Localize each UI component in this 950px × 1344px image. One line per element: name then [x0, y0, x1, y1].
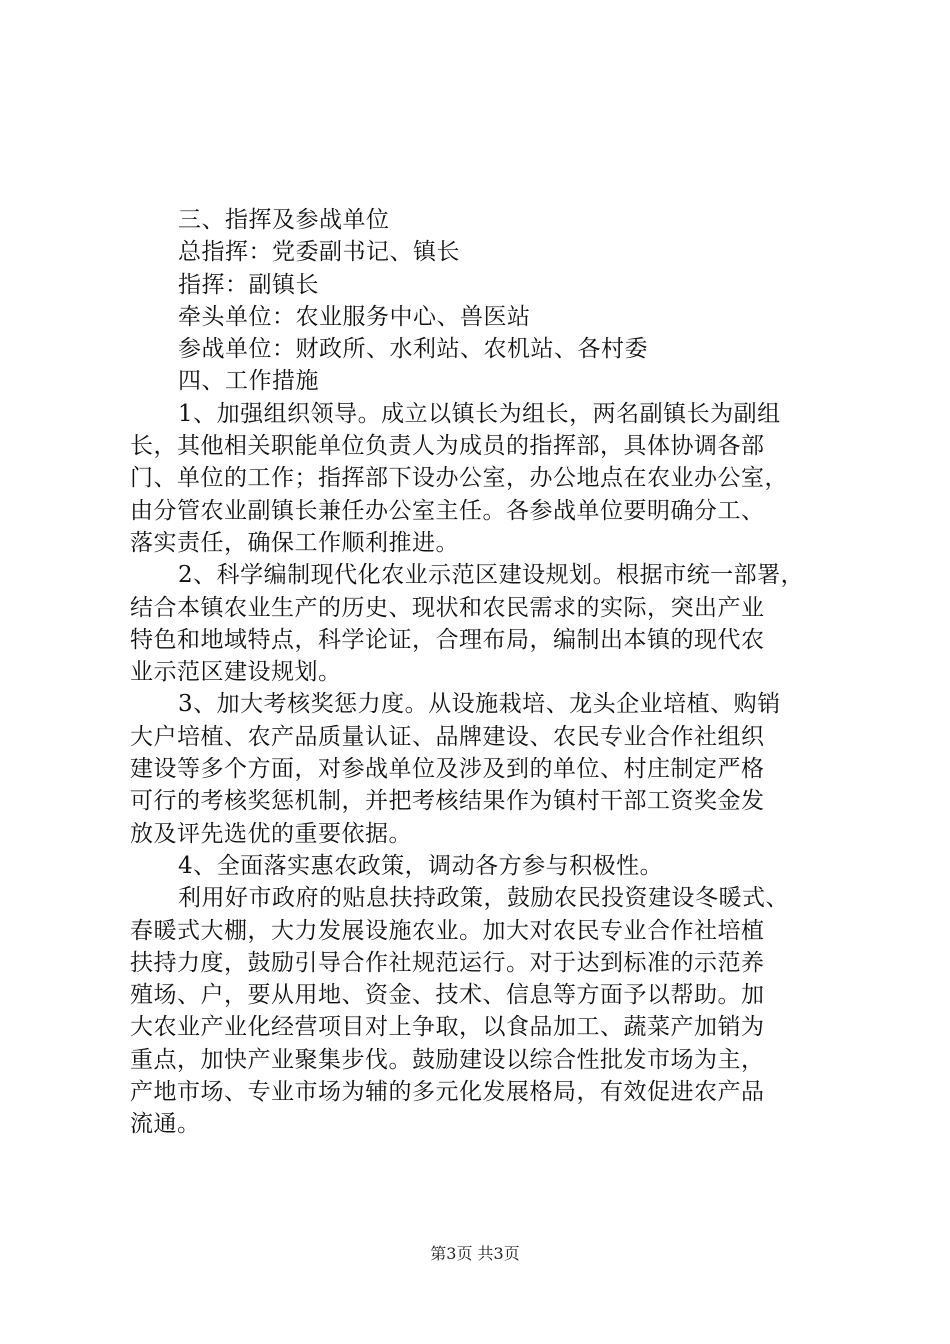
document-body — [130, 204, 830, 1141]
text-line: 参战单位：财政所、水利站、农机站、各村委 — [178, 336, 648, 363]
text-line: 产地市场、专业市场为辅的多元化发展格局，有效促进农产品 — [130, 1079, 765, 1106]
text-line: 利用好市政府的贴息扶持政策，鼓励农民投资建设冬暖式、 — [178, 885, 789, 912]
text-line: 门、单位的工作；指挥部下设办公室，办公地点在农业办公室， — [130, 465, 788, 492]
text-line: 长，其他相关职能单位负责人为成员的指挥部，具体协调各部 — [130, 433, 765, 460]
text-line: 扶持力度，鼓励引导合作社规范运行。对于达到标准的示范养 — [130, 949, 765, 976]
text-line: 大户培植、农产品质量认证、品牌建设、农民专业合作社组织 — [130, 723, 765, 750]
text-line: 牵头单位：农业服务中心、兽医站 — [178, 303, 531, 330]
text-line: 四、工作措施 — [178, 368, 319, 395]
text-line: 流通。 — [130, 1111, 201, 1138]
text-line: 结合本镇农业生产的历史、现状和农民需求的实际，突出产业 — [130, 594, 765, 621]
text-line: 落实责任，确保工作顺利推进。 — [130, 529, 459, 556]
text-line: 由分管农业副镇长兼任办公室主任。各参战单位要明确分工、 — [130, 497, 765, 524]
text-line: 4、全面落实惠农政策，调动各方参与积极性。 — [178, 852, 664, 879]
text-line: 3、加大考核奖惩力度。从设施栽培、龙头企业培植、购销 — [178, 691, 781, 718]
text-line: 大农业产业化经营项目对上争取，以食品加工、蔬菜产加销为 — [130, 1014, 765, 1041]
text-line: 重点，加快产业聚集步伐。鼓励建设以综合性批发市场为主， — [130, 1046, 765, 1073]
text-line: 1、加强组织领导。成立以镇长为组长，两名副镇长为副组 — [178, 400, 781, 427]
text-line: 业示范区建设规划。 — [130, 659, 342, 686]
text-line: 特色和地域特点，科学论证，合理布局，编制出本镇的现代农 — [130, 626, 765, 653]
text-line: 春暖式大棚，大力发展设施农业。加大对农民专业合作社培植 — [130, 917, 765, 944]
text-line: 三、指挥及参战单位 — [178, 207, 390, 233]
text-line: 建设等多个方面，对参战单位及涉及到的单位、村庄制定严格 — [130, 756, 765, 783]
text-line: 放及评先选优的重要依据。 — [130, 820, 412, 847]
text-line: 指挥：副镇长 — [178, 271, 319, 298]
page-footer: 第3页 共3页 — [430, 1244, 520, 1263]
text-line: 可行的考核奖惩机制，并把考核结果作为镇村干部工资奖金发 — [130, 788, 765, 815]
text-line: 总指挥：党委副书记、镇长 — [178, 239, 460, 266]
text-line: 2、科学编制现代化农业示范区建设规划。根据市统一部署， — [178, 562, 805, 589]
text-line: 殖场、户，要从用地、资金、技术、信息等方面予以帮助。加 — [130, 982, 765, 1009]
